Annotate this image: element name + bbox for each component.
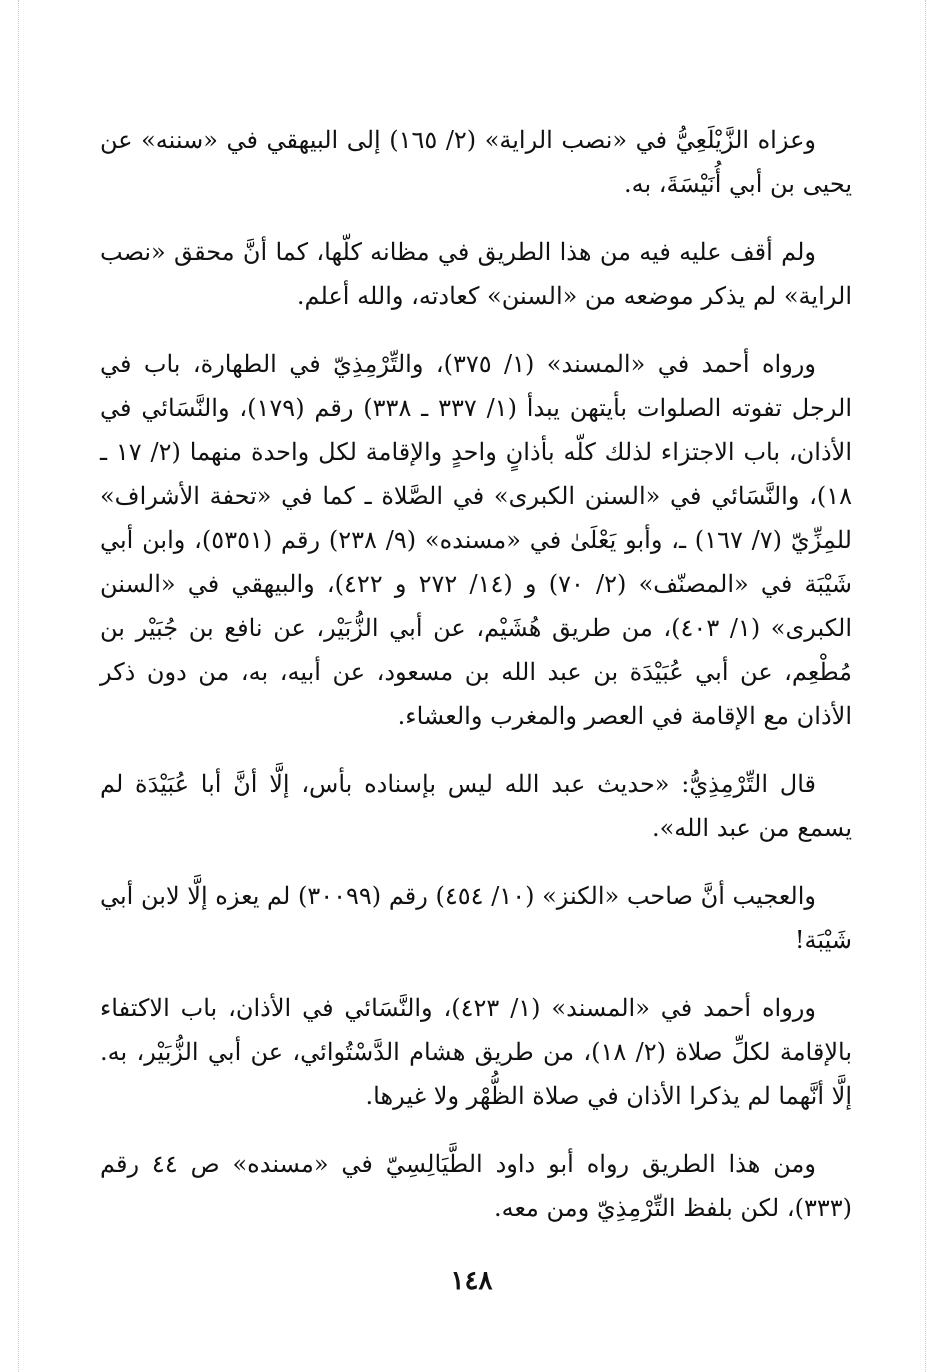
paragraph-tayalisi-route: ومن هذا الطريق رواه أبو داود الطَّيَالِسِيّ في «مسنده» ص ٤٤ رقم (٣٣٣)، لكن بلفظ التِّرْمِذِيّ ومن معه. [100, 1150, 852, 1222]
paragraph-hisham-route: ورواه أحمد في «المسند» (١/ ٤٢٣)، والنَّسَائي في الأذان، باب الاكتفاء بالإقامة لكلِّ صلاة (٢/ ١٨)، من طريق هشام الدَّسْتُوائي، عن أبي الزُّبَيْر، به. إلَّا أنَّهما لم يذكرا الأذان في صلاة الظُّهْر ولا غيرها. [100, 994, 853, 1110]
paragraph-zaylai-attribution: وعزاه الزَّيْلَعِيُّ في «نصب الراية» (٢/ ١٦٥) إلى البيهقي في «سننه» عن يحيى بن أبي أُنَيْسَةَ، به. [100, 126, 852, 198]
paragraph-not-found-note: ولم أقف عليه فيه من هذا الطريق في مظانه كلّها، كما أنَّ محقق «نصب الراية» لم يذكر موضعه من «السنن» كعادته، والله أعلم. [100, 238, 852, 310]
left-margin-dotted-line [18, 0, 19, 1372]
paragraph-ahmad-tirmidhi-sources: ورواه أحمد في «المسند» (١/ ٣٧٥)، والتِّرْمِذِيّ في الطهارة، باب في الرجل تفوته الصلوات بأيتهن يبدأ (١/ ٣٣٧ ـ ٣٣٨) رقم (١٧٩)، والنَّسَائي في الأذان، باب الاجتزاء لذلك كلّه بأذانٍ واحدٍ والإقامة لكل واحدة منهما (٢/ ١٧ ـ ١٨)، والنَّسَائي في «السنن الكبرى» في الصَّلاة ـ كما في «تحفة الأشراف» للمِزِّيّ (٧/ ١٦٧) ـ، وأبو يَعْلَىٰ في «مسنده» (٩/ ٢٣٨) رقم (٥٣٥١)، وابن أبي شَيْبَة في «المصنّف» (٢/ ٧٠) و (١٤/ ٢٧٢ و ٤٢٢)، والبيهقي في «السنن الكبرى» (١/ ٤٠٣)، من طريق هُشَيْم، عن أبي الزُّبَيْر، عن نافع بن جُبَيْر بن مُطْعِم، عن أبي عُبَيْدَة بن عبد الله بن مسعود، عن أبيه، به، من دون ذكر الأذان مع الإقامة في العصر والمغرب والعشاء. [100, 350, 853, 730]
paragraph-kanz-remark: والعجيب أنَّ صاحب «الكنز» (١٠/ ٤٥٤) رقم (٣٠٠٩٩) لم يعزه إلَّا لابن أبي شَيْبَة! [100, 882, 852, 954]
right-margin-dotted-line [925, 0, 926, 1372]
paragraph-tirmidhi-quote: قال التِّرْمِذِيُّ: «حديث عبد الله ليس بإسناده بأس، إلَّا أنَّ أبا عُبَيْدَة لم يسمع من عبد الله». [100, 770, 852, 842]
page-number: ١٤٨ [450, 1266, 493, 1296]
body-text [100, 118, 852, 1254]
